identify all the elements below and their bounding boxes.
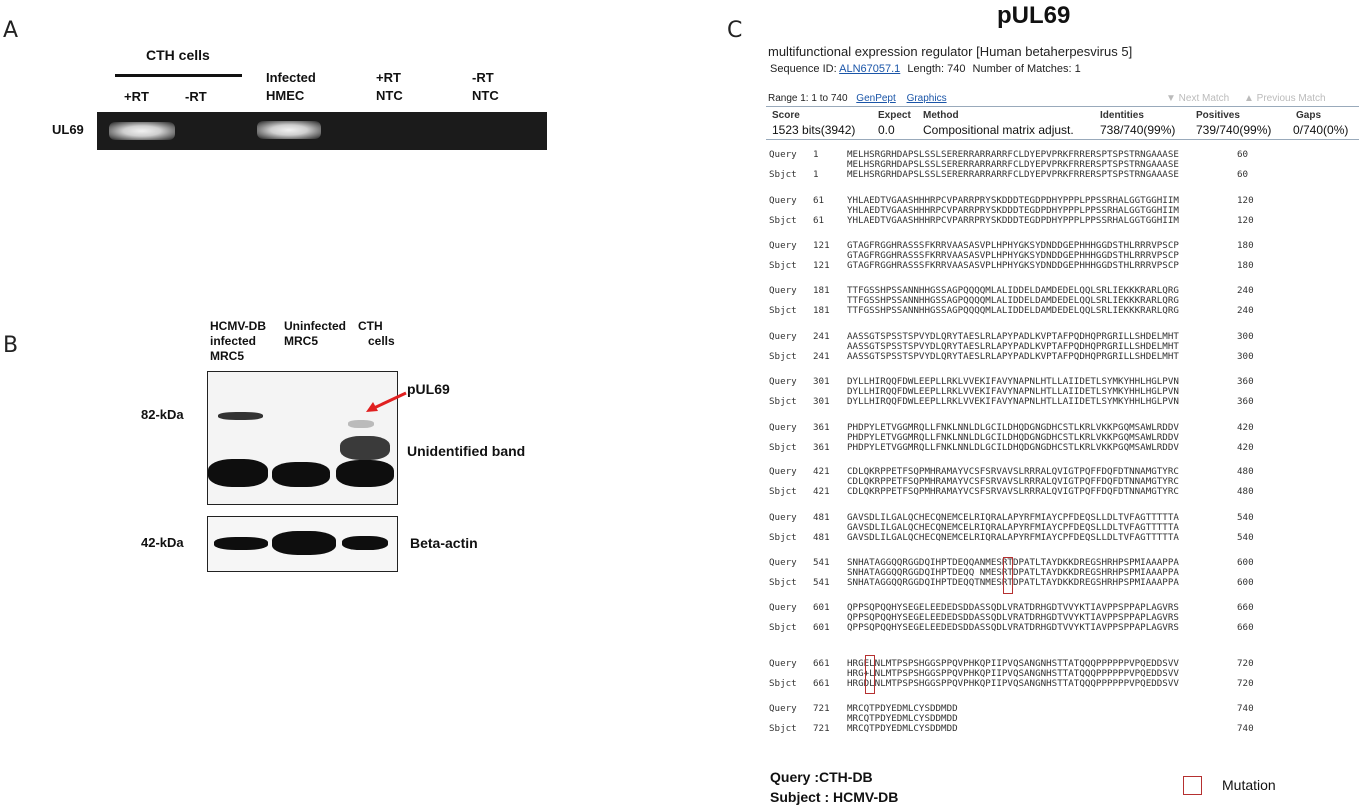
protein-description: multifunctional expression regulator [Human betaherpesvirus 5] <box>768 44 1133 59</box>
sbjct-row-label: Sbjct <box>769 260 797 271</box>
lane-label-line: MRC5 <box>284 334 319 348</box>
query-sequence: YHLAEDTVGAASHHHRPCVPARRPRYSKDDDTEGDPDHYPPPLPPSSRHALGGTGGHIIM <box>847 195 1179 206</box>
cth-cells-label: CTH cells <box>146 47 210 63</box>
lane-label-uninfected <box>284 319 346 349</box>
actin-band-lane1 <box>214 537 268 550</box>
length-label: Length: <box>907 63 945 75</box>
previous-match-link[interactable]: ▲ Previous Match <box>1244 93 1326 104</box>
query-row-label: Query <box>769 602 797 613</box>
value-gaps: 0/740(0%) <box>1293 123 1349 137</box>
mw-82-kda: 82-kDa <box>141 407 184 422</box>
value-positives: 739/740(99%) <box>1196 123 1272 137</box>
sbjct-end-position: 740 <box>1237 723 1254 734</box>
sbjct-sequence: MRCQTPDYEDMLCYSDDMDD <box>847 723 958 734</box>
query-end-position: 720 <box>1237 658 1254 669</box>
sbjct-row-label: Sbjct <box>769 351 797 362</box>
lane-label-hcmv-db <box>210 319 266 364</box>
mutation-legend-label: Mutation <box>1222 777 1276 793</box>
sbjct-row-label: Sbjct <box>769 678 797 689</box>
red-arrow-icon <box>364 390 410 414</box>
sbjct-start-position: 421 <box>813 486 830 497</box>
sbjct-end-position: 60 <box>1237 169 1249 180</box>
unidentified-band-label: Unidentified band <box>407 443 526 459</box>
mutation-box-position-564 <box>1003 557 1013 594</box>
lane-label-line: MRC5 <box>210 349 245 363</box>
midline-sequence: CDLQKRPPETFSQPMHRAMAYVCSFSRVAVSLRRRALQVIGTPQFFDQFDTNNAMGTYRC <box>847 476 1179 487</box>
matches-value: 1 <box>1074 63 1081 75</box>
sbjct-start-position: 301 <box>813 396 830 407</box>
query-sequence: PHDPYLETVGGMRQLLFNKLNNLDLGCILDHQDGNGDHCSTLKRLVKKPGQMSAWLRDDV <box>847 422 1179 433</box>
header-positives: Positives <box>1196 110 1240 121</box>
matches-label: Number of Matches: <box>972 63 1072 75</box>
lane-label-line: +RT <box>124 89 149 104</box>
header-method: Method <box>923 110 959 121</box>
value-score: 1523 bits(3942) <box>772 123 856 137</box>
lane-label-line: +RT <box>376 70 401 85</box>
query-sequence: SNHATAGGQQRGGDQIHPTDEQQANMESRTDPATLTAYDKKDREGSHRHPSPMIAAAPPA <box>847 557 1179 568</box>
range-divider <box>766 106 1359 107</box>
sbjct-sequence: PHDPYLETVGGMRQLLFNKLNNLDLGCILDHQDGNGDHCSTLKRLVKKPGQMSAWLRDDV <box>847 442 1179 453</box>
value-method: Compositional matrix adjust. <box>923 123 1074 137</box>
query-sequence: AASSGTSPSSTSPVYDLQRYTAESLRLAPYPADLKVPTAFPQDHQPRGRILLSHDELMHT <box>847 331 1179 342</box>
query-row-label: Query <box>769 376 797 387</box>
sbjct-sequence: GAVSDLILGALQCHECQNEMCELRIQRALAPYRFMIAYCPFDEQSLLDLTVFAGTTTTTA <box>847 532 1179 543</box>
midline-sequence: PHDPYLETVGGMRQLLFNKLNNLDLGCILDHQDGNGDHCSTLKRLVKKPGQMSAWLRDDV <box>847 432 1179 443</box>
value-expect: 0.0 <box>878 123 895 137</box>
legend-subject: Subject : HCMV-DB <box>770 789 899 805</box>
query-end-position: 360 <box>1237 376 1254 387</box>
gel-band-cth-plus-rt <box>109 122 175 140</box>
sequence-id-label: Sequence ID: <box>770 63 837 75</box>
lane-label-plus-rt-ntc <box>376 69 403 105</box>
query-sequence: GAVSDLILGALQCHECQNEMCELRIQRALAPYRFMIAYCPFDEQSLLDLTVFAGTTTTTA <box>847 512 1179 523</box>
query-row-label: Query <box>769 195 797 206</box>
graphics-link[interactable]: Graphics <box>906 93 947 104</box>
query-sequence: GTAGFRGGHRASSSFKRRVAASASVPLHPHYGKSYDNDDGEPHHHGGDSTHLRRRVPSCP <box>847 240 1179 251</box>
lane-label-line: CTH <box>358 319 383 333</box>
sbjct-row-label: Sbjct <box>769 396 797 407</box>
sbjct-sequence: AASSGTSPSSTSPVYDLQRYTAESLRLAPYPADLKVPTAFPQDHQPRGRILLSHDELMHT <box>847 351 1179 362</box>
sbjct-row-label: Sbjct <box>769 305 797 316</box>
sbjct-row-label: Sbjct <box>769 622 797 633</box>
query-sequence: DYLLHIRQQFDWLEEPLLRKLVVEKIFAVYNAPNLHTLLAIIDETLSYMKYHHLHGLPVN <box>847 376 1179 387</box>
lane-label-minus-rt <box>185 88 207 105</box>
lane-label-infected-hmec <box>266 69 316 105</box>
next-match-link[interactable]: ▼ Next Match <box>1166 93 1230 104</box>
sbjct-start-position: 541 <box>813 577 830 588</box>
lane-label-line: infected <box>210 334 257 348</box>
midline-sequence: AASSGTSPSSTSPVYDLQRYTAESLRLAPYPADLKVPTAFPQDHQPRGRILLSHDELMHT <box>847 341 1179 352</box>
lane-label-minus-rt-ntc <box>472 69 499 105</box>
sbjct-start-position: 661 <box>813 678 830 689</box>
midline-sequence: SNHATAGGQQRGGDQIHPTDEQQ NMESRTDPATLTAYDKKDREGSHRHPSPMIAAAPPA <box>847 567 1179 578</box>
panel-letter-b: B <box>3 333 19 358</box>
value-identities: 738/740(99%) <box>1100 123 1176 137</box>
header-gaps: Gaps <box>1296 110 1322 121</box>
beta-actin-label: Beta-actin <box>410 535 478 551</box>
query-start-position: 661 <box>813 658 830 669</box>
sbjct-row-label: Sbjct <box>769 532 797 543</box>
legend-query: Query :CTH-DB <box>770 769 873 785</box>
query-end-position: 660 <box>1237 602 1254 613</box>
midline-sequence: MRCQTPDYEDMLCYSDDMDD <box>847 713 958 724</box>
sbjct-end-position: 240 <box>1237 305 1254 316</box>
header-score: Score <box>772 110 800 121</box>
sbjct-sequence: HRGDLNLMTPSPSHGGSPPQVPHKQPIIPVQSANGNHSTTATQQQPPPPPPVPQEDDSVV <box>847 678 1179 689</box>
midline-sequence: HRG+LNLMTPSPSHGGSPPQVPHKQPIIPVQSANGNHSTTATQQQPPPPPPVPQEDDSVV <box>847 668 1179 679</box>
sbjct-sequence: MELHSRGRHDAPSLSSLSERERRARRARRFCLDYEPVPRKFRRERSPTSPSTRNGAAASE <box>847 169 1179 180</box>
actin-band-lane2 <box>272 531 336 555</box>
query-end-position: 300 <box>1237 331 1254 342</box>
query-end-position: 120 <box>1237 195 1254 206</box>
sbjct-start-position: 181 <box>813 305 830 316</box>
sbjct-sequence: YHLAEDTVGAASHHHRPCVPARRPRYSKDDDTEGDPDHYPPPLPPSSRHALGGTGGHIIM <box>847 215 1179 226</box>
sbjct-start-position: 61 <box>813 215 825 226</box>
midline-sequence: GTAGFRGGHRASSSFKRRVAASASVPLHPHYGKSYDNDDGEPHHHGGDSTHLRRRVPSCP <box>847 250 1179 261</box>
sbjct-row-label: Sbjct <box>769 486 797 497</box>
pul69-band-label: pUL69 <box>407 381 450 397</box>
query-start-position: 481 <box>813 512 830 523</box>
query-end-position: 480 <box>1237 466 1254 477</box>
sbjct-start-position: 361 <box>813 442 830 453</box>
lane-label-cth <box>358 319 395 349</box>
actin-band-lane3 <box>342 536 388 550</box>
sbjct-sequence: GTAGFRGGHRASSSFKRRVAASASVPLHPHYGKSYDNDDGEPHHHGGDSTHLRRRVPSCP <box>847 260 1179 271</box>
blot-band-lane2 <box>272 462 330 487</box>
query-start-position: 601 <box>813 602 830 613</box>
sbjct-sequence: SNHATAGGQQRGGDQIHPTDEQQTNMESRTDPATLTAYDKKDREGSHRHPSPMIAAAPPA <box>847 577 1179 588</box>
sbjct-end-position: 300 <box>1237 351 1254 362</box>
query-start-position: 301 <box>813 376 830 387</box>
panel-letter-c: C <box>727 18 743 43</box>
query-row-label: Query <box>769 285 797 296</box>
query-end-position: 420 <box>1237 422 1254 433</box>
sbjct-start-position: 481 <box>813 532 830 543</box>
query-row-label: Query <box>769 658 797 669</box>
lane-label-line: HCMV-DB <box>210 319 266 333</box>
sbjct-end-position: 660 <box>1237 622 1254 633</box>
sbjct-row-label: Sbjct <box>769 169 797 180</box>
sbjct-end-position: 480 <box>1237 486 1254 497</box>
panel-letter-a: A <box>3 18 19 43</box>
sbjct-end-position: 600 <box>1237 577 1254 588</box>
sbjct-row-label: Sbjct <box>769 577 797 588</box>
query-end-position: 180 <box>1237 240 1254 251</box>
sbjct-sequence: TTFGSSHPSSANNHHGSSAGPQQQQMLALIDDELDAMDEDELQQLSRLIEKKKRARLQRG <box>847 305 1179 316</box>
sbjct-sequence: CDLQKRPPETFSQPMHRAMAYVCSFSRVAVSLRRRALQVIGTPQFFDQFDTNNAMGTYRC <box>847 486 1179 497</box>
western-blot-actin <box>207 516 398 572</box>
query-end-position: 240 <box>1237 285 1254 296</box>
lane-label-line: NTC <box>376 88 403 103</box>
sbjct-row-label: Sbjct <box>769 723 797 734</box>
gel-band-infected-hmec <box>257 121 321 139</box>
lane-label-line: Infected <box>266 70 316 85</box>
query-sequence: HRGELNLMTPSPSHGGSPPQVPHKQPIIPVQSANGNHSTTATQQQPPPPPPVPQEDDSVV <box>847 658 1179 669</box>
sbjct-row-label: Sbjct <box>769 442 797 453</box>
query-start-position: 721 <box>813 703 830 714</box>
blot-band-lane1 <box>208 459 268 487</box>
sbjct-end-position: 540 <box>1237 532 1254 543</box>
query-row-label: Query <box>769 331 797 342</box>
sbjct-end-position: 420 <box>1237 442 1254 453</box>
query-row-label: Query <box>769 703 797 714</box>
query-start-position: 241 <box>813 331 830 342</box>
query-start-position: 1 <box>813 149 819 160</box>
midline-sequence: QPPSQPQQHYSEGELEEDEDSDDASSQDLVRATDRHGDTVVYKTIAVPPSPPAPLAGVRS <box>847 612 1179 623</box>
query-row-label: Query <box>769 557 797 568</box>
blot-band-pul69-faint <box>348 420 374 428</box>
query-start-position: 181 <box>813 285 830 296</box>
sequence-id-link[interactable]: ALN67057.1 <box>839 63 901 75</box>
query-start-position: 361 <box>813 422 830 433</box>
length-value: 740 <box>947 63 966 75</box>
midline-sequence: MELHSRGRHDAPSLSSLSERERRARRARRFCLDYEPVPRKFRRERSPTSPSTRNGAAASE <box>847 159 1179 170</box>
cth-cells-bracket <box>115 74 242 77</box>
query-end-position: 540 <box>1237 512 1254 523</box>
query-sequence: QPPSQPQQHYSEGELEEDEDSDDASSQDLVRATDRHGDTVVYKTIAVPPSPPAPLAGVRS <box>847 602 1179 613</box>
mutation-box-position-664 <box>865 655 875 694</box>
blot-band-unidentified <box>340 436 390 460</box>
sbjct-start-position: 121 <box>813 260 830 271</box>
midline-sequence: TTFGSSHPSSANNHHGSSAGPQQQQMLALIDDELDAMDEDELQQLSRLIEKKKRARLQRG <box>847 295 1179 306</box>
lane-label-line: Uninfected <box>284 319 347 333</box>
sbjct-start-position: 721 <box>813 723 830 734</box>
lane-label-line: -RT <box>472 70 494 85</box>
midline-sequence: DYLLHIRQQFDWLEEPLLRKLVVEKIFAVYNAPNLHTLLAIIDETLSYMKYHHLHGLPVN <box>847 386 1179 397</box>
query-end-position: 60 <box>1237 149 1249 160</box>
sbjct-start-position: 241 <box>813 351 830 362</box>
query-row-label: Query <box>769 466 797 477</box>
sbjct-sequence: QPPSQPQQHYSEGELEEDEDSDDASSQDLVRATDRHGDTVVYKTIAVPPSPPAPLAGVRS <box>847 622 1179 633</box>
query-start-position: 541 <box>813 557 830 568</box>
range-row <box>768 93 947 104</box>
blot-band-lane3 <box>336 460 394 487</box>
query-row-label: Query <box>769 149 797 160</box>
sbjct-end-position: 720 <box>1237 678 1254 689</box>
query-row-label: Query <box>769 240 797 251</box>
header-expect: Expect <box>878 110 911 121</box>
query-start-position: 61 <box>813 195 825 206</box>
sbjct-end-position: 120 <box>1237 215 1254 226</box>
mw-42-kda: 42-kDa <box>141 535 184 550</box>
query-sequence: MELHSRGRHDAPSLSSLSERERRARRARRFCLDYEPVPRKFRRERSPTSPSTRNGAAASE <box>847 149 1179 160</box>
midline-sequence: GAVSDLILGALQCHECQNEMCELRIQRALAPYRFMIAYCPFDEQSLLDLTVFAGTTTTTA <box>847 522 1179 533</box>
lane-label-line: -RT <box>185 89 207 104</box>
query-row-label: Query <box>769 512 797 523</box>
sequence-info <box>770 63 1081 75</box>
query-row-label: Query <box>769 422 797 433</box>
query-end-position: 740 <box>1237 703 1254 714</box>
lane-label-line: NTC <box>472 88 499 103</box>
query-start-position: 121 <box>813 240 830 251</box>
query-sequence: MRCQTPDYEDMLCYSDDMDD <box>847 703 958 714</box>
query-start-position: 421 <box>813 466 830 477</box>
sbjct-start-position: 601 <box>813 622 830 633</box>
sbjct-end-position: 180 <box>1237 260 1254 271</box>
query-end-position: 600 <box>1237 557 1254 568</box>
agarose-gel <box>97 112 547 150</box>
sbjct-end-position: 360 <box>1237 396 1254 407</box>
range-label: Range 1: 1 to 740 <box>768 93 848 104</box>
query-sequence: TTFGSSHPSSANNHHGSSAGPQQQQMLALIDDELDAMDEDELQQLSRLIEKKKRARLQRG <box>847 285 1179 296</box>
mutation-legend-swatch <box>1183 776 1202 795</box>
lane-label-plus-rt <box>124 88 149 105</box>
midline-sequence: YHLAEDTVGAASHHHRPCVPARRPRYSKDDDTEGDPDHYPPPLPPSSRHALGGTGGHIIM <box>847 205 1179 216</box>
sbjct-row-label: Sbjct <box>769 215 797 226</box>
sbjct-start-position: 1 <box>813 169 819 180</box>
stats-divider <box>766 139 1359 140</box>
header-identities: Identities <box>1100 110 1144 121</box>
sbjct-sequence: DYLLHIRQQFDWLEEPLLRKLVVEKIFAVYNAPNLHTLLAIIDETLSYMKYHHLHGLPVN <box>847 396 1179 407</box>
panel-c-title: pUL69 <box>997 2 1071 29</box>
blot-band-82kda-infected <box>218 412 263 420</box>
genpept-link[interactable]: GenPept <box>856 93 896 104</box>
query-sequence: CDLQKRPPETFSQPMHRAMAYVCSFSRVAVSLRRRALQVIGTPQFFDQFDTNNAMGTYRC <box>847 466 1179 477</box>
lane-label-line: HMEC <box>266 88 305 103</box>
lane-label-line: cells <box>368 334 395 348</box>
ul69-row-label: UL69 <box>52 122 84 137</box>
